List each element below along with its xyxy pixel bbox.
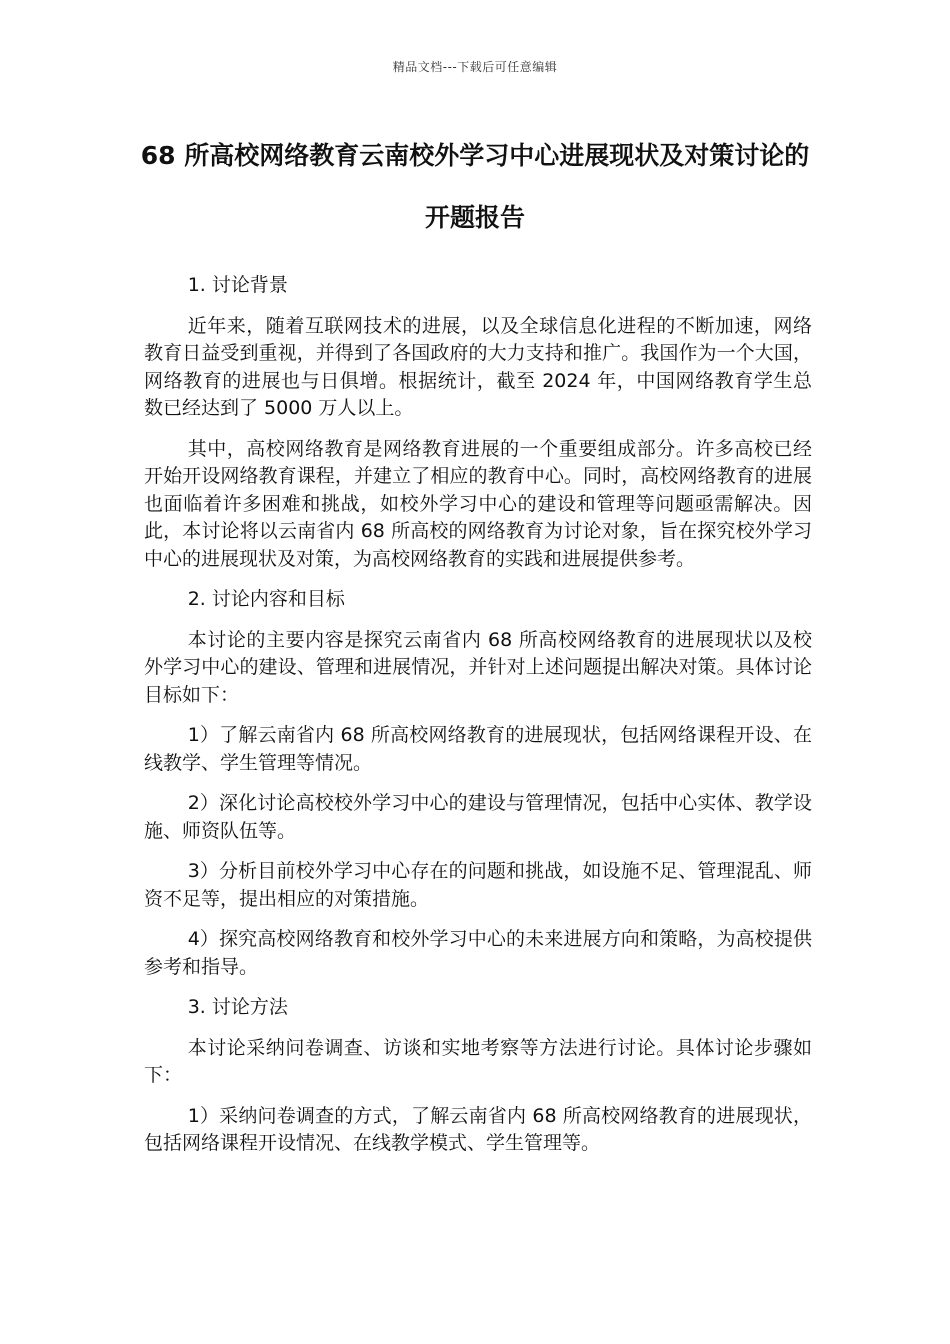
paragraph: 本讨论的主要内容是探究云南省内 68 所高校网络教育的进展现状以及校外学习中心的建设、管理和进展情况，并针对上述问题提出解决对策。具体讨论目标如下： bbox=[144, 628, 812, 706]
document-body bbox=[144, 272, 812, 1171]
paragraph: 本讨论采纳问卷调查、访谈和实地考察等方法进行讨论。具体讨论步骤如下： bbox=[144, 1036, 812, 1086]
paragraph: 其中，高校网络教育是网络教育进展的一个重要组成部分。许多高校已经开始开设网络教育课程，并建立了相应的教育中心。同时，高校网络教育的进展也面临着许多困难和挑战，如校外学习中心的建设和管理等问题亟需解决。因此，本讨论将以云南省内 68 所高校的网络教育为讨论对象，旨在探究校外学习中心的进展现状及对策，为高校网络教育的实践和进展提供参考。 bbox=[144, 437, 812, 570]
paragraph: 近年来，随着互联网技术的进展，以及全球信息化进程的不断加速，网络教育日益受到重视，并得到了各国政府的大力支持和推广。我国作为一个大国，网络教育的进展也与日俱增。根据统计，截至 2024 年，中国网络教育学生总数已经达到了 5000 万人以上。 bbox=[144, 314, 812, 419]
section-heading-content-goals: 2. 讨论内容和目标 bbox=[187, 588, 345, 610]
header-note: 精品文档---下载后可任意编辑 bbox=[392, 60, 558, 74]
document-title: 68 所高校网络教育云南校外学习中心进展现状及对策讨论的开题报告 bbox=[140, 141, 810, 232]
section-heading-background: 1. 讨论背景 bbox=[187, 274, 288, 296]
list-item: 1）了解云南省内 68 所高校网络教育的进展现状，包括网络课程开设、在线教学、学生管理等情况。 bbox=[144, 724, 812, 774]
list-item: 1）采纳问卷调查的方式，了解云南省内 68 所高校网络教育的进展现状，包括网络课程开设情况、在线教学模式、学生管理等。 bbox=[144, 1104, 812, 1154]
list-item: 2）深化讨论高校校外学习中心的建设与管理情况，包括中心实体、教学设施、师资队伍等。 bbox=[144, 792, 812, 842]
list-item: 3）分析目前校外学习中心存在的问题和挑战，如设施不足、管理混乱、师资不足等，提出相应的对策措施。 bbox=[144, 860, 812, 910]
section-heading-methods: 3. 讨论方法 bbox=[187, 996, 288, 1018]
list-item: 4）探究高校网络教育和校外学习中心的未来进展方向和策略，为高校提供参考和指导。 bbox=[144, 928, 812, 978]
